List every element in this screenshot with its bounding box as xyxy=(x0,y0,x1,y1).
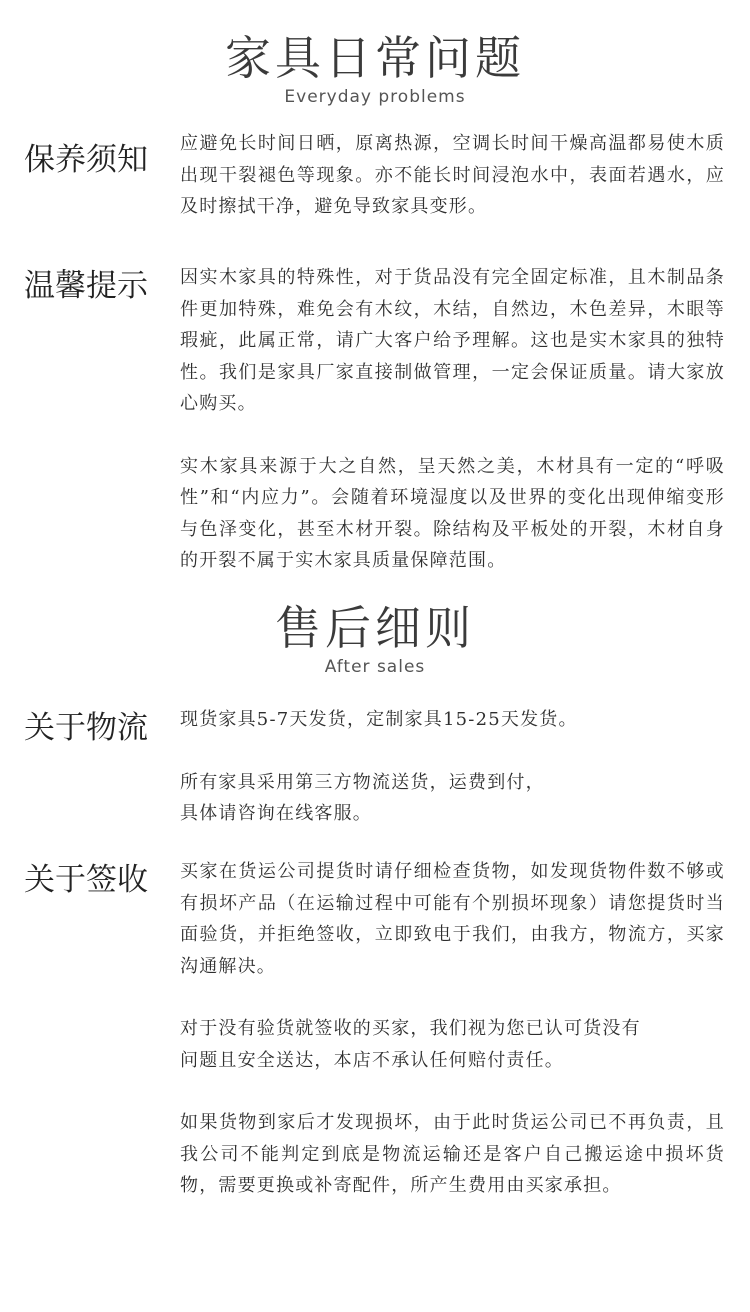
section-subtitle: After sales xyxy=(324,657,426,677)
logistics-paragraph: 现货家具5-7天发货，定制家具15-25天发货。 xyxy=(180,709,578,730)
logistics-body xyxy=(180,704,725,830)
section-title: 家具日常问题 xyxy=(225,31,525,85)
section-title: 售后细则 xyxy=(275,601,475,655)
section-header-everyday xyxy=(0,30,750,108)
care-title: 保养须知 xyxy=(24,142,148,178)
signing-paragraph: 如果货物到家后才发现损坏，由于此时货运公司已不再负责，且我公司不能判定到底是物流运输还是客户自己搬运途中损坏货物，需要更换或补寄配件，所产生费用由买家承担。 xyxy=(180,1112,725,1196)
tips-paragraph: 实木家具来源于大之自然，呈天然之美，木材具有一定的“呼吸性”和“内应力”。会随着环境湿度以及世界的变化出现伸缩变形与色泽变化，甚至木材开裂。除结构及平板处的开裂，木材自身的开裂不属于实木家具质量保障范围。 xyxy=(180,455,725,571)
care-body xyxy=(180,128,725,223)
signing-paragraph: 对于没有验货就签收的买家，我们视为您已认可货没有 问题且安全送达，本店不承认任何赔付责任。 xyxy=(180,1018,641,1071)
tips-paragraph: 因实木家具的特殊性，对于货品没有完全固定标准，且木制品条件更加特殊，难免会有木纹，木结，自然边，木色差异，木眼等瑕疵，此属正常，请广大客户给予理解。这也是实木家具的独特性。我们是家具厂家直接制做管理，一定会保证质量。请大家放心购买。 xyxy=(180,267,725,414)
signing-title: 关于签收 xyxy=(24,862,148,898)
signing-paragraph: 买家在货运公司提货时请仔细检查货物，如发现货物件数不够或有损坏产品（在运输过程中可能有个别损坏现象）请您提货时当面验货，并拒绝签收，立即致电于我们，由我方，物流方，买家沟通解决。 xyxy=(180,861,725,977)
tips-body xyxy=(180,262,725,577)
tips-title: 温馨提示 xyxy=(24,268,148,304)
care-paragraph: 应避免长时间日晒，原离热源，空调长时间干燥高温都易使木质出现干裂褪色等现象。亦不能长时间浸泡水中，表面若遇水，应及时擦拭干净，避免导致家具变形。 xyxy=(180,133,725,217)
logistics-paragraph: 所有家具采用第三方物流送货，运费到付， 具体请咨询在线客服。 xyxy=(180,771,545,824)
section-subtitle: Everyday problems xyxy=(284,87,466,107)
logistics-title: 关于物流 xyxy=(24,710,148,746)
signing-body xyxy=(180,856,725,1202)
section-header-after-sales xyxy=(0,600,750,678)
